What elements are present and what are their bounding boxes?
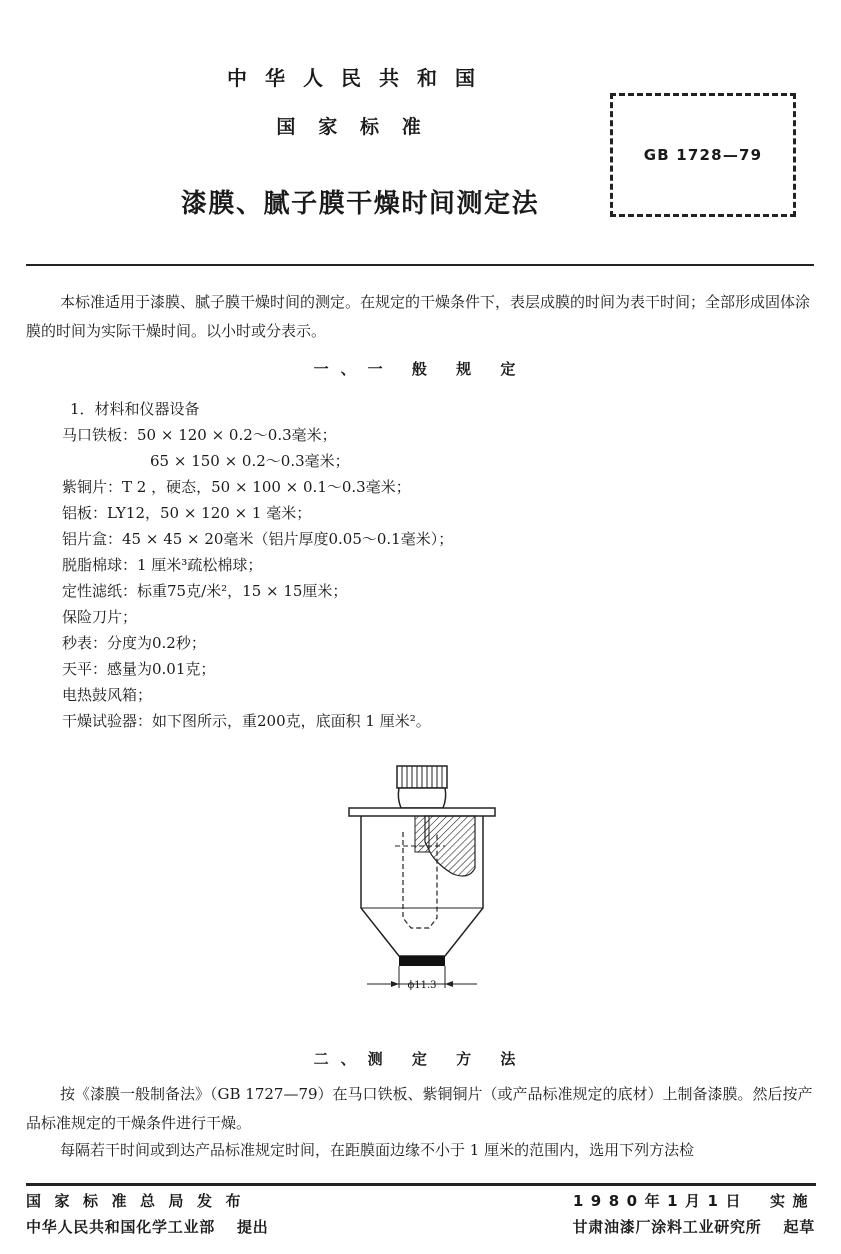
drafter-name: 甘肃油漆厂涂料工业研究所 <box>572 1218 762 1236</box>
footer-drafter <box>572 1216 815 1237</box>
dimension-label: ϕ11.3 <box>407 980 437 991</box>
method-paragraph-1: 按《漆膜一般制备法》（GB 1727—79）在马口铁板、紫铜铜片（或产品标准规定的底材）上制备漆膜。然后按产品标准规定的干燥条件进行干燥。 <box>26 1085 813 1132</box>
header-divider <box>26 264 814 266</box>
list-item: 铝片盒：45 × 45 × 20毫米（铝片厚度0.05～0.1毫米）； <box>62 530 454 548</box>
list-item: 电热鼓风箱； <box>62 686 153 704</box>
issuer-name: 国家标准总局 <box>26 1192 198 1210</box>
intro-line-1: 本标准适用于漆膜、腻子膜干燥时间的测定。在规定的干燥条件下，表层成膜的时间为表干时间； <box>60 293 706 311</box>
list-item: 干燥试验器：如下图所示，重200克，底面积 1 厘米²。 <box>62 712 431 730</box>
footer-proposer <box>26 1216 269 1237</box>
list-item: 铝板：LY12，50 × 120 × 1 毫米； <box>62 504 312 522</box>
standard-type: 国家标准 <box>276 116 444 138</box>
base-pad <box>399 956 445 966</box>
list-item: 定性滤纸：标重75克/米²，15 × 15厘米； <box>62 582 348 600</box>
list-item: 脱脂棉球：1 厘米³疏松棉球； <box>62 556 263 574</box>
document-title: 漆膜、腻子膜干燥时间测定法 <box>180 189 540 219</box>
drying-tester-figure <box>345 762 500 997</box>
flange <box>349 808 495 816</box>
list-item: 天平：感量为0.01克； <box>62 660 216 678</box>
section-2-heading: 二、测 定 方 法 <box>313 1050 528 1068</box>
footer-effective <box>573 1190 815 1211</box>
list-item: 65 × 150 × 0.2～0.3毫米； <box>150 452 350 470</box>
list-item: 1．材料和仪器设备 <box>70 400 200 418</box>
effective-date: 1980年1月1日 <box>572 1192 748 1210</box>
section-1-heading: 一、一 般 规 定 <box>313 360 528 378</box>
intro-paragraph <box>26 288 818 346</box>
equipment-list <box>62 396 802 734</box>
proposer-action: 提出 <box>237 1218 269 1236</box>
country-name: 中华人民共和国 <box>227 66 493 90</box>
proposer-name: 中华人民共和国化学工业部 <box>26 1218 216 1236</box>
issuer-action: 发布 <box>197 1192 255 1210</box>
drafter-action: 起草 <box>783 1218 815 1236</box>
footer-divider <box>26 1183 816 1186</box>
intro-line-2: 全部形成固体涂膜的时间为实际干燥时间。以小时或分表示。 <box>26 293 811 340</box>
list-item: 紫铜片：T 2 ，硬态，50 × 100 × 0.1～0.3毫米； <box>62 478 411 496</box>
list-item: 保险刀片； <box>62 608 138 626</box>
list-item: 马口铁板：50 × 120 × 0.2～0.3毫米； <box>62 426 337 444</box>
footer-issuer <box>26 1190 254 1211</box>
effective-action: 实施 <box>769 1192 815 1210</box>
method-paragraph-2: 每隔若干时间或到达产品标准规定时间，在距膜面边缘不小于 1 厘米的范围内，选用下列方法检 <box>60 1141 695 1159</box>
standard-code: GB 1728—79 <box>643 146 763 164</box>
list-item: 秒表：分度为0.2秒； <box>62 634 206 652</box>
